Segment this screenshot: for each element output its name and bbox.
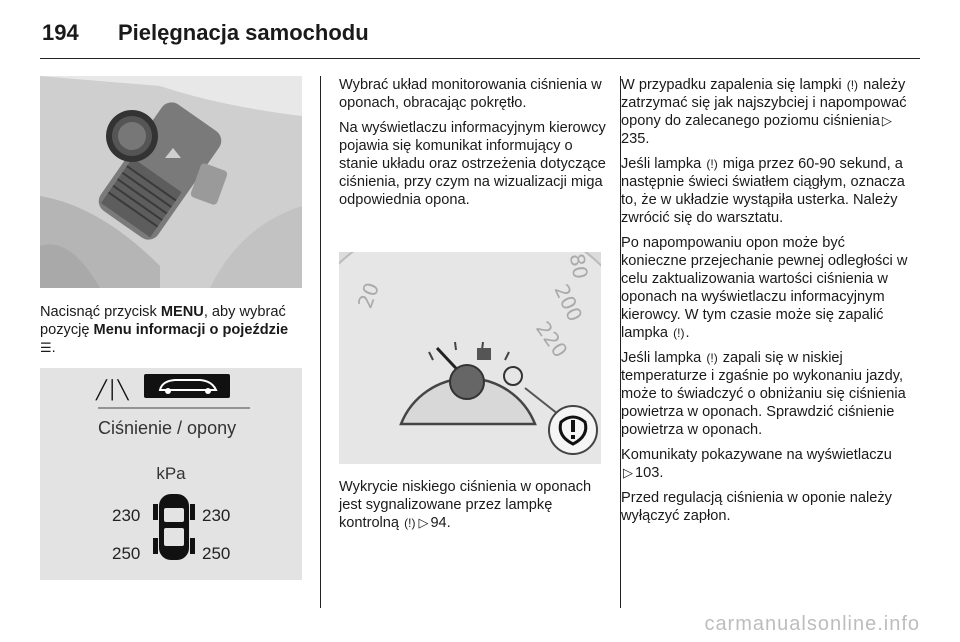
watermark: carmanualsonline.info [704, 613, 920, 635]
column-divider-1 [320, 76, 321, 608]
svg-text:╱│╲: ╱│╲ [96, 380, 129, 401]
column-2-lower [339, 478, 607, 539]
gauge-illustration [339, 252, 601, 464]
vehicle-menu-label: Menu informacji o pojeździe [93, 322, 289, 338]
column-3 [621, 76, 909, 532]
warning-text-a: W przypadku zapalenia się lampki [621, 77, 842, 93]
menu-button-label: MENU [160, 304, 204, 320]
messages-text: Komunikaty pokazywane na wyświetlaczu [621, 447, 892, 463]
page-ref-94: 94. [430, 515, 451, 531]
flashing-text-b: miga przez 60-90 sekund, a następnie świeci światłem ciągłym, oznacza to, że w układzie wystąpiła usterka. Należy zwrócić się do warsztatu. [621, 156, 905, 226]
tpms-warning-icon: (!) [673, 326, 685, 340]
stalk-photo [40, 76, 302, 288]
page-ref-235: 235. [621, 131, 650, 147]
tpms-heading: Ciśnienie / opony [98, 418, 237, 438]
caption-text-2: , aby wybrać pozycję [40, 304, 286, 338]
gauge-label-80: 80 [564, 252, 593, 281]
tpms-warning-icon: (!) [846, 78, 859, 92]
page-header [40, 14, 920, 60]
stalk-illustration [40, 76, 302, 288]
page-title: Pielęgnacja samochodu [118, 20, 369, 45]
tpms-display [40, 368, 302, 580]
header-rule [40, 58, 920, 59]
tpms-front-left: 230 [112, 506, 141, 525]
tpms-front-right: 230 [202, 506, 231, 525]
gauge-photo [339, 252, 601, 464]
low-pressure-paragraph [339, 478, 607, 532]
caption-text-1: Nacisnąć przycisk [40, 304, 161, 320]
low-temperature-paragraph [621, 349, 909, 439]
page-number: 194 [42, 20, 79, 45]
low-temp-text-b: zapali się w niskiej temperaturze i zgaśnie po wykonaniu jazdy, może to świadczyć o obniżaniu się ciśnienia powietrza w oponach. Sprawdzić ciśnienie powietrza w oponach. [621, 350, 906, 438]
low-pressure-text: Wykrycie niskiego ciśnienia w oponach jest sygnalizowane przez lampkę kontrolną [339, 479, 592, 531]
tpms-warning-icon: (!) [404, 516, 416, 530]
ignition-off-paragraph: Przed regulacją ciśnienia w oponie należy wyłączyć zapłon. [621, 490, 892, 524]
tpms-warning-icon: (!) [706, 351, 718, 365]
column-2 [339, 76, 607, 216]
tpms-warning-icon: (!) [706, 157, 718, 171]
gauge-label-20: 20 [352, 279, 384, 312]
car-icon: ☰ [40, 340, 52, 355]
warning-text-b: należy zatrzymać się jak najszybciej i napompować opony do zalecanego poziomu ciśnienia [621, 77, 907, 129]
display-message-paragraph: Na wyświetlaczu informacyjnym kierowcy pojawia się komunikat informujący o stanie układu oraz ostrzeżenia dotyczące ciśnienia, przy czym na wizualizacji miga odpowiednia opona. [339, 120, 606, 208]
menu-caption [40, 303, 302, 357]
display-messages-paragraph [621, 446, 909, 482]
flashing-text-a: Jeśli lampka [621, 156, 702, 172]
tpms-unit: kPa [156, 464, 186, 483]
page-ref-arrow-icon: ▷ [418, 515, 429, 530]
after-inflation-text-b: . [685, 325, 690, 341]
after-inflation-paragraph [621, 234, 909, 342]
flashing-light-paragraph [621, 155, 909, 227]
tpms-rear-left: 250 [112, 544, 141, 563]
warning-light-paragraph [621, 76, 909, 148]
caption-text-3: . [51, 340, 56, 356]
gauge-label-200: 200 [549, 280, 588, 326]
low-temp-text-a: Jeśli lampka [621, 350, 702, 366]
page-ref-arrow-icon: ▷ [881, 113, 892, 128]
page-ref-103: 103. [635, 465, 664, 481]
tpms-rear-right: 250 [202, 544, 231, 563]
gauge-label-220: 220 [531, 316, 573, 362]
page-ref-arrow-icon: ▷ [623, 465, 633, 480]
select-tpms-paragraph: Wybrać układ monitorowania ciśnienia w oponach, obracając pokrętło. [339, 77, 602, 111]
after-inflation-text-a: Po napompowaniu opon może być konieczne przejechanie pewnej odległości w celu zaktualizowania wartości ciśnienia w oponach na wyświetlaczu informacyjnym kierowcy. W tym czasie może się zapalić lampka [621, 235, 908, 341]
